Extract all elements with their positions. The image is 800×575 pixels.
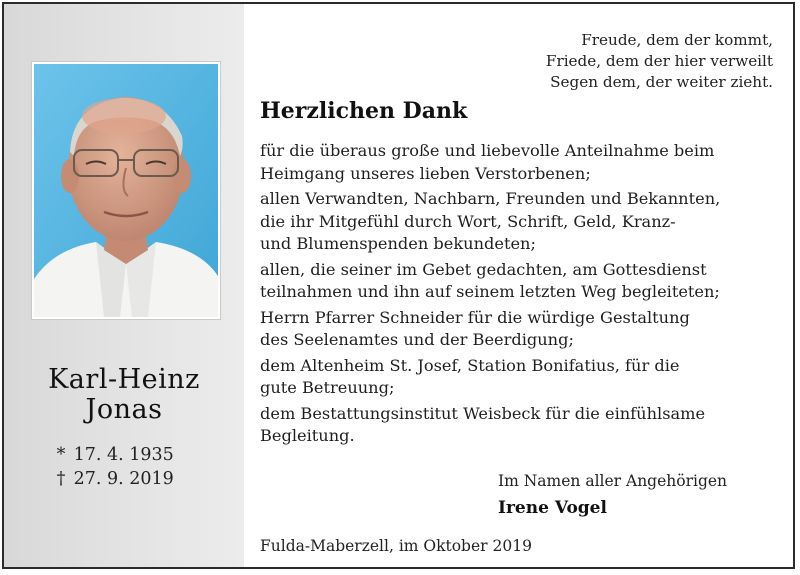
portrait-illustration (34, 64, 218, 317)
signer-name: Irene Vogel (498, 498, 607, 518)
motto-verse (546, 30, 773, 93)
on-behalf-line: Im Namen aller Angehörigen (498, 472, 728, 490)
birth-symbol: * (56, 445, 66, 465)
place-and-date: Fulda-Maberzell, im Oktober 2019 (260, 537, 532, 555)
text-line: Begleitung. (260, 426, 355, 445)
thanks-paragraph (260, 307, 780, 352)
portrait-photo (32, 62, 220, 319)
death-date-row (54, 469, 224, 489)
thank-you-heading: Herzlichen Dank (260, 98, 468, 124)
sidebar (4, 4, 244, 567)
motto-line: Friede, dem der hier verweilt (545, 52, 773, 70)
text-line: die ihr Mitgefühl durch Wort, Schrift, Geld, Kranz- (260, 211, 676, 231)
text-line: dem Altenheim St. Josef, Station Bonifatius, für die (260, 355, 680, 375)
deceased-first-name: Karl-Heinz (48, 364, 200, 395)
text-line: für die überaus große und liebevolle Anteilnahme beim (260, 141, 715, 160)
text-line: des Seelenamtes und der Beerdigung; (260, 330, 574, 349)
motto-line: Freude, dem der kommt, (581, 31, 773, 49)
death-date: 27. 9. 2019 (73, 469, 174, 489)
text-line: Herrn Pfarrer Schneider für die würdige Gestaltung (260, 307, 690, 327)
deceased-last-name: Jonas (85, 394, 163, 425)
text-line: Heimgang unseres lieben Verstorbenen; (260, 163, 591, 183)
death-cross-symbol: † (56, 469, 66, 489)
birth-date: 17. 4. 1935 (73, 445, 174, 465)
motto-line: Segen dem, der weiter zieht. (550, 73, 773, 91)
thanks-paragraph (260, 259, 780, 304)
text-line: teilnahmen und ihn auf seinem letzten Weg begleiteten; (260, 282, 720, 301)
thanks-paragraph (260, 355, 780, 400)
thanks-paragraph (260, 188, 780, 256)
text-line: dem Bestattungsinstitut Weisbeck für die einfühlsame (260, 403, 706, 423)
text-line: allen, die seiner im Gebet gedachten, am Gottesdienst (260, 259, 707, 279)
obituary-card (2, 2, 795, 569)
text-line: und Blumenspenden bekundeten; (260, 234, 536, 253)
thanks-paragraph (260, 403, 780, 448)
thanks-paragraph (260, 140, 780, 185)
thank-you-body (260, 140, 780, 451)
text-line: gute Betreuung; (260, 378, 395, 397)
birth-date-row (54, 445, 224, 465)
text-line: allen Verwandten, Nachbarn, Freunden und Bekannten, (260, 189, 721, 208)
